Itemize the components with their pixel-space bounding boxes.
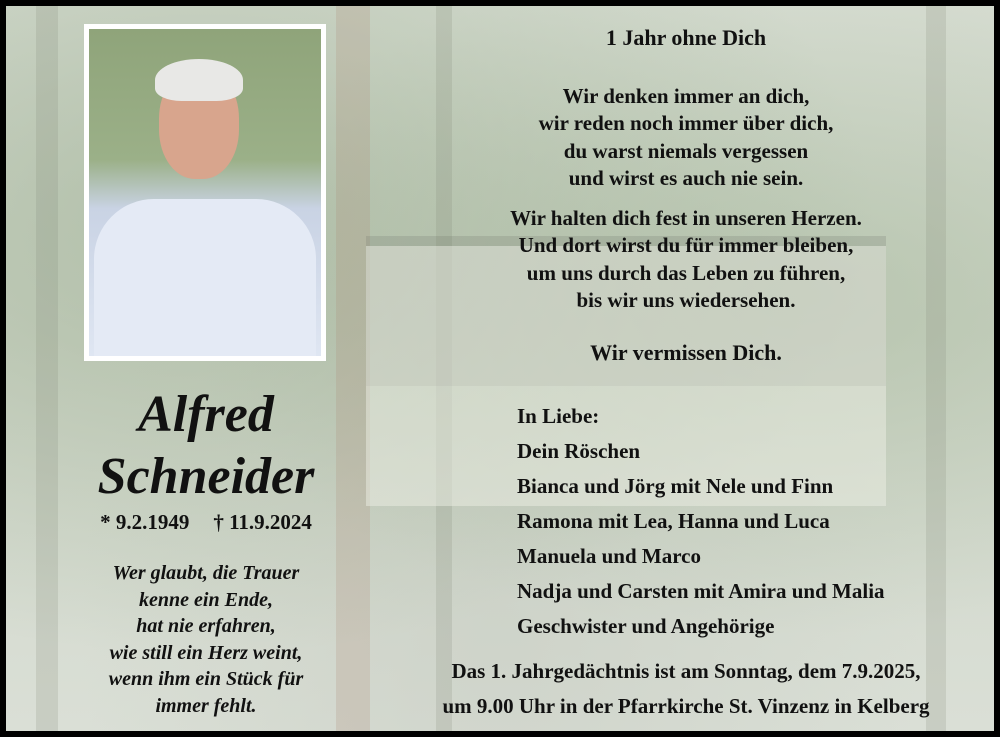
poem-line: du warst niemals vergessen: [563, 138, 809, 163]
miss-you-line: Wir vermissen Dich.: [590, 340, 782, 365]
poem-stanza-2: [386, 205, 986, 314]
poem-line: um uns durch das Leben zu führen,: [526, 260, 846, 285]
quote-line: Wer glaubt, die Trauer: [112, 562, 300, 584]
mourner-line: Geschwister und Angehörige: [517, 614, 775, 638]
quote-line: wenn ihm ein Stück für: [108, 668, 304, 690]
mourner-line: In Liebe:: [517, 404, 600, 428]
quote-line: wie still ein Herz weint,: [109, 641, 303, 664]
mourner-line: Dein Röschen: [517, 439, 641, 463]
poem-line: und wirst es auch nie sein.: [568, 165, 804, 190]
service-line: Das 1. Jahrgedächtnis ist am Sonntag, dem 7.9.2025,: [451, 659, 921, 683]
mourner-line: Manuela und Marco: [517, 544, 701, 568]
mourner-line: Nadja und Carsten mit Amira und Malia: [517, 579, 885, 603]
quote-line: hat nie erfahren,: [136, 615, 276, 637]
poem-line: Wir halten dich fest in unseren Herzen.: [510, 206, 862, 230]
quote-line: kenne ein Ende,: [139, 588, 273, 611]
quote: [26, 560, 386, 719]
poem-line: bis wir uns wiedersehen.: [576, 287, 796, 312]
birth-date: * 9.2.1949: [100, 510, 190, 534]
mourners-list: [517, 399, 885, 644]
life-dates: [26, 510, 386, 535]
poem-line: Wir denken immer an dich,: [562, 84, 810, 108]
obituary-card: [6, 6, 994, 731]
quote-line: immer fehlt.: [155, 694, 257, 717]
service-line: um 9.00 Uhr in der Pfarrkirche St. Vinzenz in Kelberg: [442, 694, 930, 718]
portrait-photo: [84, 24, 326, 361]
mourner-line: Ramona mit Lea, Hanna und Luca: [517, 509, 830, 533]
first-name: Alfred: [138, 386, 274, 443]
poem-line: wir reden noch immer über dich,: [538, 111, 834, 136]
poem-stanza-1: [386, 83, 986, 192]
memorial-service-info: [376, 654, 994, 724]
poem-line: Und dort wirst du für immer bleiben,: [518, 233, 854, 258]
last-name: Schneider: [97, 448, 315, 505]
notice-title: 1 Jahr ohne Dich: [605, 25, 767, 50]
mourner-line: Bianca und Jörg mit Nele und Finn: [517, 474, 834, 498]
death-date: † 11.9.2024: [213, 510, 312, 534]
deceased-name: [26, 384, 386, 508]
